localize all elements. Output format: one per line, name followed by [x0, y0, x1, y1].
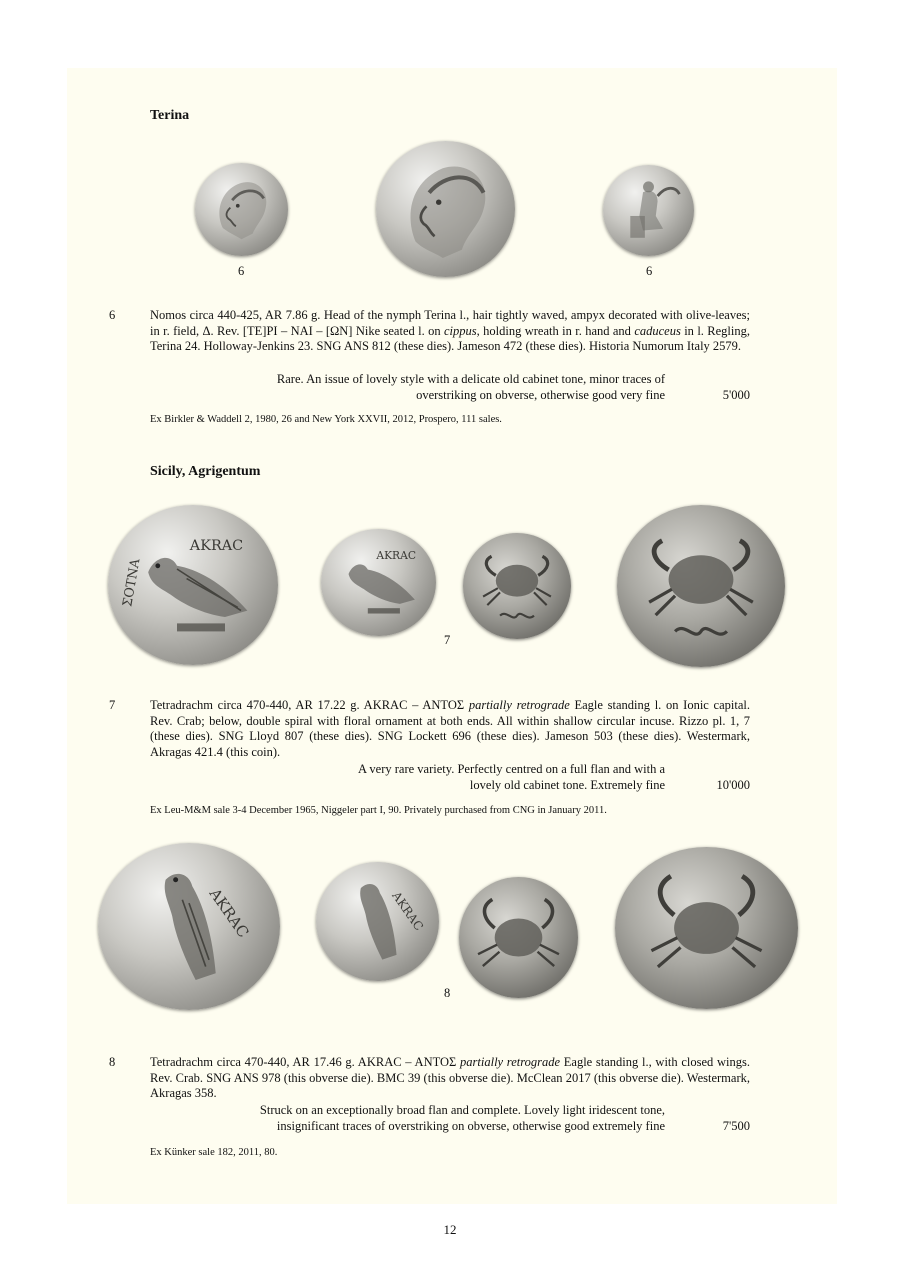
- lot-number-7: 7: [109, 698, 116, 712]
- lot-provenance-8: Ex Künker sale 182, 2011, 80.: [150, 1147, 278, 1158]
- lot-number-8: 8: [109, 1055, 116, 1069]
- desc-8-part-2: Eagle standing l., with closed wings. Rev. Crab. SNG ANS 978 (this obverse die). BMC 39 (this obverse die). McClean 2017 (this obverse die). Westermark, Akragas 358.: [150, 1055, 751, 1100]
- coin-legend-antos-7a: ΣOTNA: [120, 557, 144, 608]
- coin-image-8-reverse-large: [615, 847, 798, 1009]
- coin-image-8-reverse-small: [459, 877, 578, 998]
- lot-provenance-6: Ex Birkler & Waddell 2, 1980, 26 and New York XXVII, 2012, Prospero, 111 sales.: [150, 414, 502, 425]
- coin-image-8-obverse-small: [316, 862, 439, 981]
- desc-7-part-1: Tetradrachm circa 470-440, AR 17.22 g. AKRAC – ANTOΣ: [150, 698, 469, 712]
- lot-rating-6-line1: Rare. An issue of lovely style with a delicate old cabinet tone, minor traces of: [276, 372, 665, 386]
- coin-image-7-obverse-large: [108, 505, 278, 665]
- desc-7-italic-retrograde: partially retrograde: [468, 698, 570, 712]
- section-heading-terina: Terina: [150, 108, 190, 123]
- lot-provenance-7: Ex Leu-M&M sale 3-4 December 1965, Niggeler part I, 90. Privately purchased from CNG in January 2011.: [150, 805, 607, 816]
- lot-rating-6-line2: overstriking on obverse, otherwise good very fine: [416, 388, 665, 402]
- lot-rating-8-line2: insignificant traces of overstriking on obverse, otherwise good extremely fine: [276, 1119, 665, 1133]
- coin-image-label-6-right: 6: [646, 264, 653, 278]
- coin-image-6-obverse-large: [376, 141, 515, 277]
- section-heading-agrigentum: Sicily, Agrigentum: [150, 464, 261, 479]
- coin-legend-akrac-8a: AKRAC: [205, 885, 253, 942]
- coin-legend-akrac-7a: AKRAC: [189, 537, 244, 554]
- desc-6-italic-cippus: cippus: [444, 323, 477, 338]
- lot-rating-7-line2: lovely old cabinet tone. Extremely fine: [469, 778, 665, 792]
- lot-description-6: [150, 308, 750, 355]
- coin-image-7-reverse-large: [617, 505, 785, 667]
- coin-image-6-reverse: [603, 165, 694, 256]
- coin-legend-akrac-7b: AKRAC: [376, 548, 417, 562]
- desc-8-part-1: Tetradrachm circa 470-440, AR 17.46 g. AKRAC – ANTOΣ: [150, 1055, 461, 1069]
- coin-image-label-6-left: 6: [238, 264, 245, 278]
- coin-image-7-reverse-small: [463, 533, 571, 639]
- coin-image-label-7: 7: [444, 633, 451, 647]
- lot-price-6: 5'000: [722, 388, 750, 402]
- page-number: 12: [443, 1222, 457, 1237]
- lot-description-7: [150, 698, 750, 760]
- desc-6-part-3: in l. Regling, Terina 24. Holloway-Jenkins 23. SNG ANS 812 (these dies). Jameson 472 (these dies). Historia Numorum Italy 2579.: [150, 323, 750, 353]
- desc-6-part-1: Nomos circa 440-425, AR 7.86 g. Head of the nymph Terina l., hair tightly waved, ampyx decorated with olive-leaves; in r. field, Δ. Rev. [TE]PI – NAI – [ΩN] Nike seated l. on: [150, 308, 750, 338]
- coin-image-6-obverse-small: [195, 163, 288, 256]
- lot-number-6: 6: [109, 308, 116, 322]
- lot-rating-8-line1: Struck on an exceptionally broad flan and complete. Lovely light iridescent tone,: [259, 1103, 665, 1117]
- coin-image-8-obverse-large: [98, 843, 280, 1010]
- lot-price-8: 7'500: [722, 1119, 750, 1133]
- desc-6-part-2: , holding wreath in r. hand and: [476, 323, 635, 338]
- desc-6-italic-caduceus: caduceus: [634, 323, 681, 338]
- coin-legend-akrac-8b: AKRAC: [389, 889, 427, 934]
- lot-description-8: [150, 1055, 750, 1102]
- lot-price-7: 10'000: [716, 778, 750, 792]
- desc-7-part-2: Eagle standing l. on Ionic capital. Rev. Crab; below, double spiral with floral ornament at both ends. All within shallow circular incuse. Rizzo pl. 1, 7 (these dies). SNG Lloyd 807 (these dies). SNG Lockett 696 (these dies). Jameson 503 (these dies). Westermark, Akragas 421.4 (this coin).: [150, 698, 750, 759]
- lot-rating-7-line1: A very rare variety. Perfectly centred on a full flan and with a: [357, 762, 665, 776]
- coin-image-7-obverse-small: [321, 529, 436, 636]
- coin-image-label-8: 8: [444, 986, 451, 1000]
- desc-8-italic-retrograde: partially retrograde: [460, 1055, 561, 1069]
